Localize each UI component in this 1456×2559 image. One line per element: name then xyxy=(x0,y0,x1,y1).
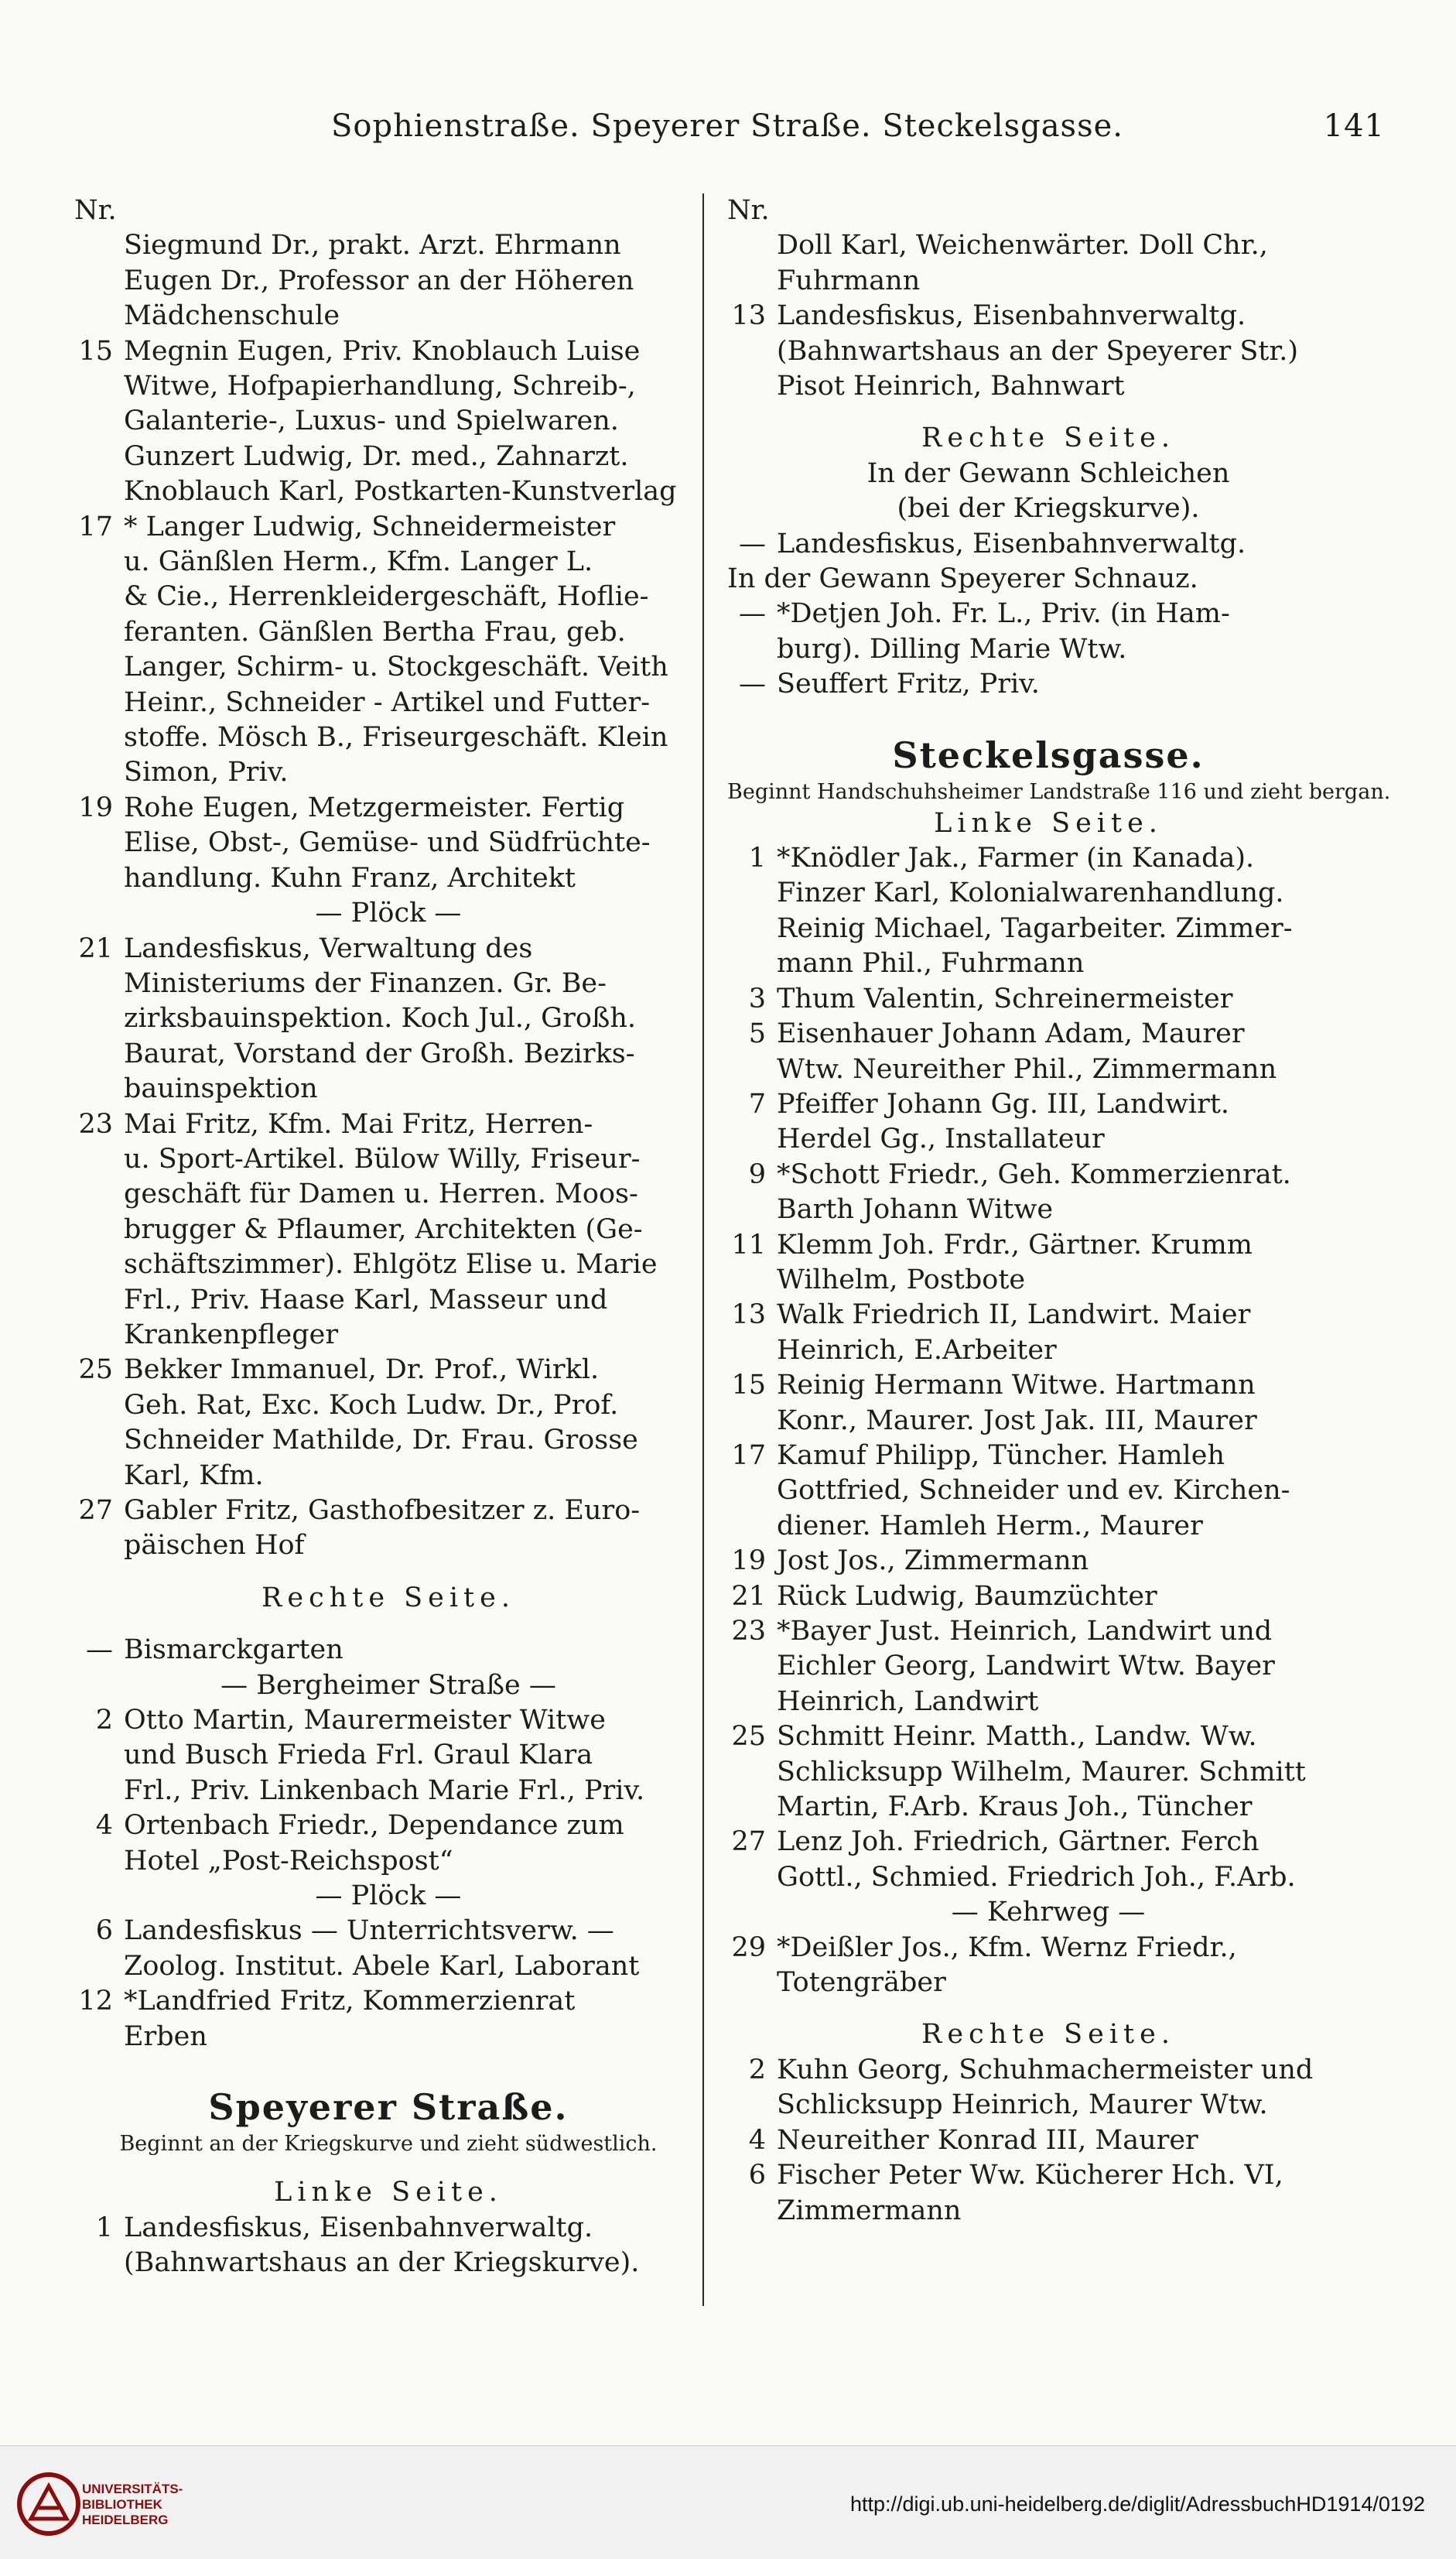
entry-line: Jost Jos., Zimmermann xyxy=(777,1545,1089,1577)
house-number: 25 xyxy=(731,1721,766,1753)
entry-line: Gunzert Ludwig, Dr. med., Zahnarzt. xyxy=(124,440,629,472)
directory-entry xyxy=(727,1895,1369,1930)
entry-line: *Landfried Fritz, Kommerzienrat xyxy=(124,1986,576,2017)
entry-text xyxy=(777,2123,1369,2158)
directory-entry xyxy=(74,1984,702,2054)
page-header-title: Sophienstraße. Speyerer Straße. Steckelsgasse. xyxy=(331,108,1123,144)
entry-line: zirksbauinspektion. Koch Jul., Großh. xyxy=(124,1003,636,1035)
entry-line: Siegmund Dr., prakt. Arzt. Ehrmann xyxy=(124,230,621,262)
entry-text xyxy=(777,1439,1369,1544)
entry-text xyxy=(124,1107,702,1353)
entry-text xyxy=(777,1087,1369,1158)
entry-line: Klemm Joh. Frdr., Gärtner. Krumm xyxy=(777,1229,1253,1261)
entry-line: Mädchenschule xyxy=(124,300,340,332)
house-number: 19 xyxy=(78,792,113,823)
house-number: 29 xyxy=(731,1931,766,1963)
entry-line: Lenz Joh. Friedrich, Gärtner. Ferch xyxy=(777,1826,1259,1858)
directory-entry xyxy=(74,1493,702,1564)
entry-line: Megnin Eugen, Priv. Knoblauch Luise xyxy=(124,335,641,367)
entry-text xyxy=(124,791,702,896)
house-number: 7 xyxy=(748,1088,766,1120)
entry-text xyxy=(777,982,1369,1017)
entry-text xyxy=(777,1579,1369,1614)
directory-entry xyxy=(74,1703,702,1808)
directory-entry xyxy=(727,2053,1369,2123)
left-column xyxy=(74,193,702,2280)
entry-line: *Schott Friedr., Geh. Kommerzienrat. xyxy=(777,1158,1291,1190)
entry-line: & Cie., Herrenkleidergeschäft, Hoflie- xyxy=(124,581,649,613)
viewer-footer xyxy=(0,2445,1456,2559)
directory-entry xyxy=(74,1808,702,1879)
entry-line: Ortenbach Friedr., Dependance zum xyxy=(124,1810,624,1842)
entry-line: feranten. Gänßlen Bertha Frau, geb. xyxy=(124,616,626,648)
entry-line: Baurat, Vorstand der Großh. Bezirks- xyxy=(124,1038,635,1069)
house-number: 13 xyxy=(731,1299,766,1331)
library-name-line-3: HEIDELBERG xyxy=(82,2513,169,2527)
entry-line: Barth Johann Witwe xyxy=(777,1194,1054,1226)
entry-text xyxy=(777,1719,1369,1825)
entry-line: u. Sport-Artikel. Bülow Willy, Friseur- xyxy=(124,1143,641,1175)
entry-line: — Kehrweg — xyxy=(951,1897,1146,1928)
house-number: 6 xyxy=(748,2160,766,2191)
directory-entry xyxy=(727,1614,1369,1719)
entry-line: Heinr., Schneider - Artikel und Futter- xyxy=(124,686,651,718)
entry-line: Erben xyxy=(124,2020,207,2052)
entry-line: stoffe. Mösch B., Friseurgeschäft. Klein xyxy=(124,722,668,754)
house-number: 21 xyxy=(78,932,113,964)
entry-line: — Plöck — xyxy=(315,898,462,929)
directory-entry xyxy=(727,1158,1369,1228)
entry-line: Konr., Maurer. Jost Jak. III, Maurer xyxy=(777,1404,1257,1436)
house-number: 23 xyxy=(78,1108,113,1140)
directory-entry xyxy=(727,2123,1369,2158)
entry-line: Wtw. Neureither Phil., Zimmermann xyxy=(777,1053,1277,1085)
house-number: 15 xyxy=(731,1370,766,1401)
directory-entry xyxy=(74,791,702,896)
entry-text xyxy=(124,334,702,510)
directory-entry xyxy=(727,1439,1369,1544)
house-number: 1 xyxy=(95,2212,113,2243)
directory-entry xyxy=(727,597,1369,667)
entry-text xyxy=(124,1914,702,1984)
directory-entry xyxy=(727,1298,1369,1368)
house-number: 25 xyxy=(78,1354,113,1386)
house-number: — xyxy=(739,528,766,559)
house-number: 17 xyxy=(731,1439,766,1471)
house-number: 21 xyxy=(731,1580,766,1612)
directory-entry xyxy=(74,1668,702,1703)
entry-line: Landesfiskus, Eisenbahnverwaltg. xyxy=(777,528,1246,559)
entry-line: Schlicksupp Heinrich, Maurer Wtw. xyxy=(777,2089,1268,2121)
entry-line: Gottfried, Schneider und ev. Kirchen- xyxy=(777,1475,1290,1507)
entry-line: diener. Hamleh Herm., Maurer xyxy=(777,1510,1203,1541)
gewann-heading xyxy=(727,562,1369,597)
entry-text xyxy=(124,2211,702,2281)
entry-line: und Busch Frieda Frl. Graul Klara xyxy=(124,1740,593,1771)
directory-entry xyxy=(727,562,1369,597)
entry-line: Frl., Priv. Haase Karl, Masseur und xyxy=(124,1284,608,1315)
directory-entry xyxy=(727,1825,1369,1895)
entry-line: Kuhn Georg, Schuhmachermeister und xyxy=(777,2054,1314,2085)
directory-entry xyxy=(727,982,1369,1017)
entry-text xyxy=(777,228,1369,299)
right-column xyxy=(727,193,1391,2229)
entry-line: Pisot Heinrich, Bahnwart xyxy=(777,371,1125,402)
directory-entry xyxy=(74,1353,702,1493)
house-number: 4 xyxy=(748,2124,766,2156)
entry-line: Landesfiskus — Unterrichtsverw. — xyxy=(124,1915,614,1947)
heidelberg-university-library-logo-icon xyxy=(14,2469,84,2539)
entry-line: u. Gänßlen Herm., Kfm. Langer L. xyxy=(124,546,593,578)
street-subtitle: Beginnt an der Kriegskurve und zieht südwestlich. xyxy=(119,2132,658,2157)
entry-line: bauinspektion xyxy=(124,1073,318,1105)
section-heading-right-side: Rechte Seite. xyxy=(261,1582,515,1613)
directory-entry xyxy=(74,1107,702,1353)
entry-text xyxy=(124,1353,702,1493)
page-number: 141 xyxy=(1323,108,1385,144)
entry-line: Simon, Priv. xyxy=(124,757,289,789)
cross-street-marker xyxy=(74,1879,702,1914)
entry-line: burg). Dilling Marie Wtw. xyxy=(777,633,1127,665)
entry-text xyxy=(777,1544,1369,1579)
entry-line: handlung. Kuhn Franz, Architekt xyxy=(124,862,576,894)
entries-block xyxy=(727,2053,1369,2229)
entry-line: Schneider Mathilde, Dr. Frau. Grosse xyxy=(124,1425,638,1456)
entry-line: Walk Friedrich II, Landwirt. Maier xyxy=(777,1299,1251,1331)
house-number: — xyxy=(86,1634,113,1666)
section-heading-right-side: Rechte Seite. xyxy=(921,2019,1175,2051)
directory-entry xyxy=(74,2211,702,2281)
entry-line: Fuhrmann xyxy=(777,265,921,296)
entry-line: Bekker Immanuel, Dr. Prof., Wirkl. xyxy=(124,1354,600,1386)
cross-street-marker xyxy=(74,896,702,931)
entry-line: Doll Karl, Weichenwärter. Doll Chr., xyxy=(777,230,1268,262)
directory-entry xyxy=(727,667,1369,702)
directory-entry xyxy=(74,896,702,931)
entry-text xyxy=(777,597,1369,667)
entry-line: Otto Martin, Maurermeister Witwe xyxy=(124,1705,606,1736)
section-heading-left-side: Linke Seite. xyxy=(274,2177,503,2208)
section-heading-left-side: Linke Seite. xyxy=(934,807,1163,839)
entry-line: Eugen Dr., Professor an der Höheren xyxy=(124,265,634,296)
entry-text xyxy=(777,1017,1369,1087)
house-number: 2 xyxy=(95,1705,113,1736)
entry-text xyxy=(777,2053,1369,2123)
entry-line: Elise, Obst-, Gemüse- und Südfrüchte- xyxy=(124,827,651,859)
entry-text xyxy=(124,1808,702,1879)
gewann-subheading: (bei der Kriegskurve). xyxy=(897,493,1200,525)
house-number: 6 xyxy=(95,1915,113,1947)
source-url-link[interactable]: http://digi.ub.uni-heidelberg.de/diglit/AdressbuchHD1914/0192 xyxy=(849,2492,1425,2516)
house-number: 17 xyxy=(78,511,113,542)
house-number: 5 xyxy=(748,1018,766,1050)
entry-line: Knoblauch Karl, Postkarten-Kunstverlag xyxy=(124,476,677,508)
house-number: 11 xyxy=(731,1229,766,1261)
entry-text xyxy=(777,2158,1369,2229)
directory-entry xyxy=(74,1914,702,1984)
directory-entry xyxy=(727,299,1369,404)
entry-line: Ministeriums der Finanzen. Gr. Be- xyxy=(124,967,607,999)
directory-entry xyxy=(727,1931,1369,2001)
directory-entry xyxy=(74,334,702,510)
entry-line: Gottl., Schmied. Friedrich Joh., F.Arb. xyxy=(777,1861,1296,1893)
entry-line: Rohe Eugen, Metzgermeister. Fertig xyxy=(124,792,625,823)
house-number xyxy=(74,228,124,334)
library-name xyxy=(82,2482,183,2528)
entry-line: Neureither Konrad III, Maurer xyxy=(777,2124,1198,2156)
entry-line: Rück Ludwig, Baumzüchter xyxy=(777,1580,1157,1612)
entry-line: Eichler Georg, Landwirt Wtw. Bayer xyxy=(777,1651,1275,1682)
gewann-heading: In der Gewann Schleichen xyxy=(866,457,1230,489)
entry-line: Landesfiskus, Eisenbahnverwaltg. xyxy=(124,2212,593,2243)
entry-line: Witwe, Hofpapierhandlung, Schreib-, xyxy=(124,371,636,402)
entry-line: Wilhelm, Postbote xyxy=(777,1264,1026,1295)
entry-text xyxy=(777,1825,1369,1895)
directory-entry xyxy=(74,510,702,791)
entry-line: Frl., Priv. Linkenbach Marie Frl., Priv. xyxy=(124,1774,645,1806)
entry-line: — Bergheimer Straße — xyxy=(220,1669,556,1701)
entry-line: Geh. Rat, Exc. Koch Ludw. Dr., Prof. xyxy=(124,1389,619,1421)
house-number: 23 xyxy=(731,1616,766,1647)
house-number: 13 xyxy=(731,300,766,332)
street-title: Speyerer Straße. xyxy=(208,2086,569,2129)
house-number: 4 xyxy=(95,1810,113,1842)
house-number: 12 xyxy=(78,1986,113,2017)
directory-entry xyxy=(727,2158,1369,2229)
directory-entry xyxy=(74,1633,702,1668)
entries-block xyxy=(727,527,1369,703)
entries-block xyxy=(727,841,1369,2000)
entry-text xyxy=(777,527,1369,562)
cross-street-marker xyxy=(727,1895,1369,1930)
directory-entry xyxy=(727,1017,1369,1087)
entry-line: Reinig Michael, Tagarbeiter. Zimmer- xyxy=(777,912,1293,944)
entry-text xyxy=(777,1158,1369,1228)
directory-entry xyxy=(727,1368,1369,1439)
entry-line: Kamuf Philipp, Tüncher. Hamleh xyxy=(777,1439,1225,1471)
entry-line: Mai Fritz, Kfm. Mai Fritz, Herren- xyxy=(124,1108,593,1140)
entry-line: * Langer Ludwig, Schneidermeister xyxy=(124,511,616,542)
house-number: 2 xyxy=(748,2054,766,2085)
house-number xyxy=(727,228,777,299)
library-name-line-1: UNIVERSITÄTS- xyxy=(82,2482,183,2496)
entry-line: Krankenpfleger xyxy=(124,1319,339,1350)
directory-entry xyxy=(727,841,1369,982)
directory-entry xyxy=(74,228,702,334)
entry-line: Thum Valentin, Schreinermeister xyxy=(777,983,1233,1014)
directory-entry xyxy=(727,1719,1369,1825)
street-title: Steckelsgasse. xyxy=(892,734,1205,776)
entry-line: geschäft für Damen u. Herren. Moos- xyxy=(124,1179,638,1210)
house-number: 15 xyxy=(78,335,113,367)
entry-line: Eisenhauer Johann Adam, Maurer xyxy=(777,1018,1245,1050)
directory-entry xyxy=(727,1544,1369,1579)
entry-text xyxy=(777,1368,1369,1439)
directory-entry xyxy=(727,1228,1369,1298)
entry-line: Schmitt Heinr. Matth., Landw. Ww. xyxy=(777,1721,1257,1753)
house-number: 1 xyxy=(748,843,766,874)
directory-entry xyxy=(74,1879,702,1914)
column-divider xyxy=(702,193,704,2306)
entry-text xyxy=(777,1931,1369,2001)
entry-line: Reinig Hermann Witwe. Hartmann xyxy=(777,1370,1256,1401)
entry-line: *Knödler Jak., Farmer (in Kanada). xyxy=(777,843,1255,874)
entry-line: *Bayer Just. Heinrich, Landwirt und xyxy=(777,1616,1273,1647)
directory-entry xyxy=(727,1087,1369,1158)
cross-street-marker xyxy=(74,1668,702,1703)
entry-text xyxy=(124,932,702,1107)
entries-block xyxy=(74,1633,702,2054)
nr-label: Nr. xyxy=(74,195,117,226)
entry-line: Langer, Schirm- u. Stockgeschäft. Veith xyxy=(124,652,668,683)
library-name-line-2: BIBLIOTHEK xyxy=(82,2497,162,2512)
entry-line: Totengräber xyxy=(777,1967,946,1999)
entry-line: Karl, Kfm. xyxy=(124,1459,264,1491)
entry-line: Landesfiskus, Eisenbahnverwaltg. xyxy=(777,300,1246,332)
directory-entry xyxy=(727,1579,1369,1614)
entry-line: Zoolog. Institut. Abele Karl, Laborant xyxy=(124,1950,640,1982)
street-subtitle: Beginnt Handschuhsheimer Landstraße 116 und zieht bergan. xyxy=(727,779,1391,804)
entry-text xyxy=(777,1614,1369,1719)
house-number: 27 xyxy=(731,1826,766,1858)
entry-text xyxy=(124,510,702,791)
house-number: 9 xyxy=(748,1158,766,1190)
entry-line: Gabler Fritz, Gasthofbesitzer z. Euro- xyxy=(124,1495,641,1527)
house-number: 3 xyxy=(748,983,766,1014)
entries-block xyxy=(727,228,1369,404)
house-number: — xyxy=(739,669,766,700)
entry-line: *Deißler Jos., Kfm. Wernz Friedr., xyxy=(777,1931,1237,1963)
entry-line: Galanterie-, Luxus- und Spielwaren. xyxy=(124,405,619,437)
page-header xyxy=(70,108,1385,155)
entry-text xyxy=(777,841,1369,982)
entry-line: Pfeiffer Johann Gg. III, Landwirt. xyxy=(777,1088,1230,1120)
entry-text xyxy=(777,299,1369,404)
entries-block xyxy=(74,2211,702,2281)
entries-block xyxy=(74,228,702,1563)
directory-entry xyxy=(727,527,1369,562)
entry-line: Finzer Karl, Kolonialwarenhandlung. xyxy=(777,878,1284,909)
entry-line: Landesfiskus, Verwaltung des xyxy=(124,932,533,964)
entry-line: (Bahnwartshaus an der Speyerer Str.) xyxy=(777,335,1299,367)
entry-line: Herdel Gg., Installateur xyxy=(777,1124,1105,1155)
entry-line: Heinrich, E.Arbeiter xyxy=(777,1334,1057,1366)
entry-line: Seuffert Fritz, Priv. xyxy=(777,669,1040,700)
entry-line: Fischer Peter Ww. Kücherer Hch. VI, xyxy=(777,2160,1283,2191)
entry-line: — Plöck — xyxy=(315,1880,462,1912)
entry-text xyxy=(124,1493,702,1564)
entry-text xyxy=(777,667,1369,702)
nr-label: Nr. xyxy=(727,195,770,226)
entry-text xyxy=(124,1703,702,1808)
entry-text xyxy=(777,1298,1369,1368)
entry-line: In der Gewann Speyerer Schnauz. xyxy=(727,563,1198,595)
entry-line: Hotel „Post-Reichspost“ xyxy=(124,1845,453,1876)
house-number: 19 xyxy=(731,1545,766,1577)
entry-line: päischen Hof xyxy=(124,1530,305,1562)
house-number: 27 xyxy=(78,1495,113,1527)
entry-text xyxy=(124,1633,702,1668)
directory-entry xyxy=(74,932,702,1107)
directory-entry xyxy=(727,228,1369,299)
entry-line: Schlicksupp Wilhelm, Maurer. Schmitt xyxy=(777,1756,1306,1788)
entry-line: Martin, F.Arb. Kraus Joh., Tüncher xyxy=(777,1791,1253,1823)
section-heading-right-side: Rechte Seite. xyxy=(921,423,1175,454)
entry-text xyxy=(124,228,702,334)
entry-line: mann Phil., Fuhrmann xyxy=(777,948,1085,980)
entry-line: Heinrich, Landwirt xyxy=(777,1685,1039,1717)
entry-line: Bismarckgarten xyxy=(124,1634,343,1666)
entry-text xyxy=(777,1228,1369,1298)
entry-line: schäftszimmer). Ehlgötz Elise u. Marie xyxy=(124,1249,658,1281)
house-number: — xyxy=(739,598,766,630)
entry-line: *Detjen Joh. Fr. L., Priv. (in Ham- xyxy=(777,598,1230,630)
entry-line: (Bahnwartshaus an der Kriegskurve). xyxy=(124,2246,640,2278)
entry-line: brugger & Pflaumer, Architekten (Ge- xyxy=(124,1213,643,1245)
entry-text xyxy=(124,1984,702,2054)
entry-line: Zimmermann xyxy=(777,2195,962,2226)
